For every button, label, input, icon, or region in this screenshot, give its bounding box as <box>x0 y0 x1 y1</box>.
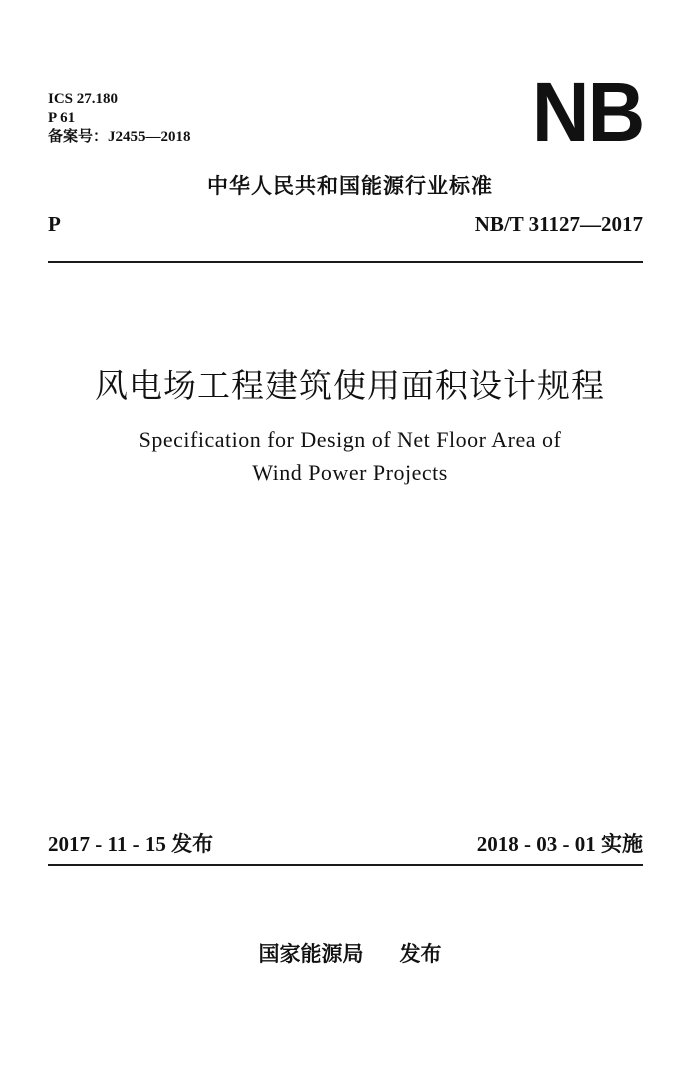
issue-date-label: 发布 <box>171 832 214 856</box>
nb-logo: NB <box>531 65 643 159</box>
issue-date-value: 2017 - 11 - 15 <box>48 832 166 856</box>
classification-code: P <box>48 212 61 236</box>
header-divider <box>48 261 643 263</box>
implementation-date-label: 实施 <box>601 832 643 856</box>
publisher-action: 发布 <box>399 942 442 966</box>
cover-metadata <box>48 90 191 147</box>
title-chinese: 风电场工程建筑使用面积设计规程 <box>95 366 605 405</box>
publisher-line <box>0 938 700 968</box>
ics-code: ICS 27.180 <box>48 91 119 107</box>
standard-category: 中华人民共和国能源行业标准 <box>207 174 493 198</box>
title-english-line-2: Wind Power Projects <box>252 460 448 485</box>
standard-number: NB/T 31127—2017 <box>474 212 643 236</box>
filing-number: 备案号：J2455—2018 <box>48 129 191 145</box>
title-english-line-1: Specification for Design of Net Floor Area of <box>138 427 562 452</box>
ccs-code: P 61 <box>48 110 76 126</box>
publisher-name: 国家能源局 <box>258 942 364 966</box>
implementation-date <box>477 828 643 858</box>
issue-date <box>48 828 213 858</box>
footer-divider <box>48 864 643 866</box>
title-english <box>0 423 700 489</box>
implementation-date-value: 2018 - 03 - 01 <box>476 832 596 856</box>
